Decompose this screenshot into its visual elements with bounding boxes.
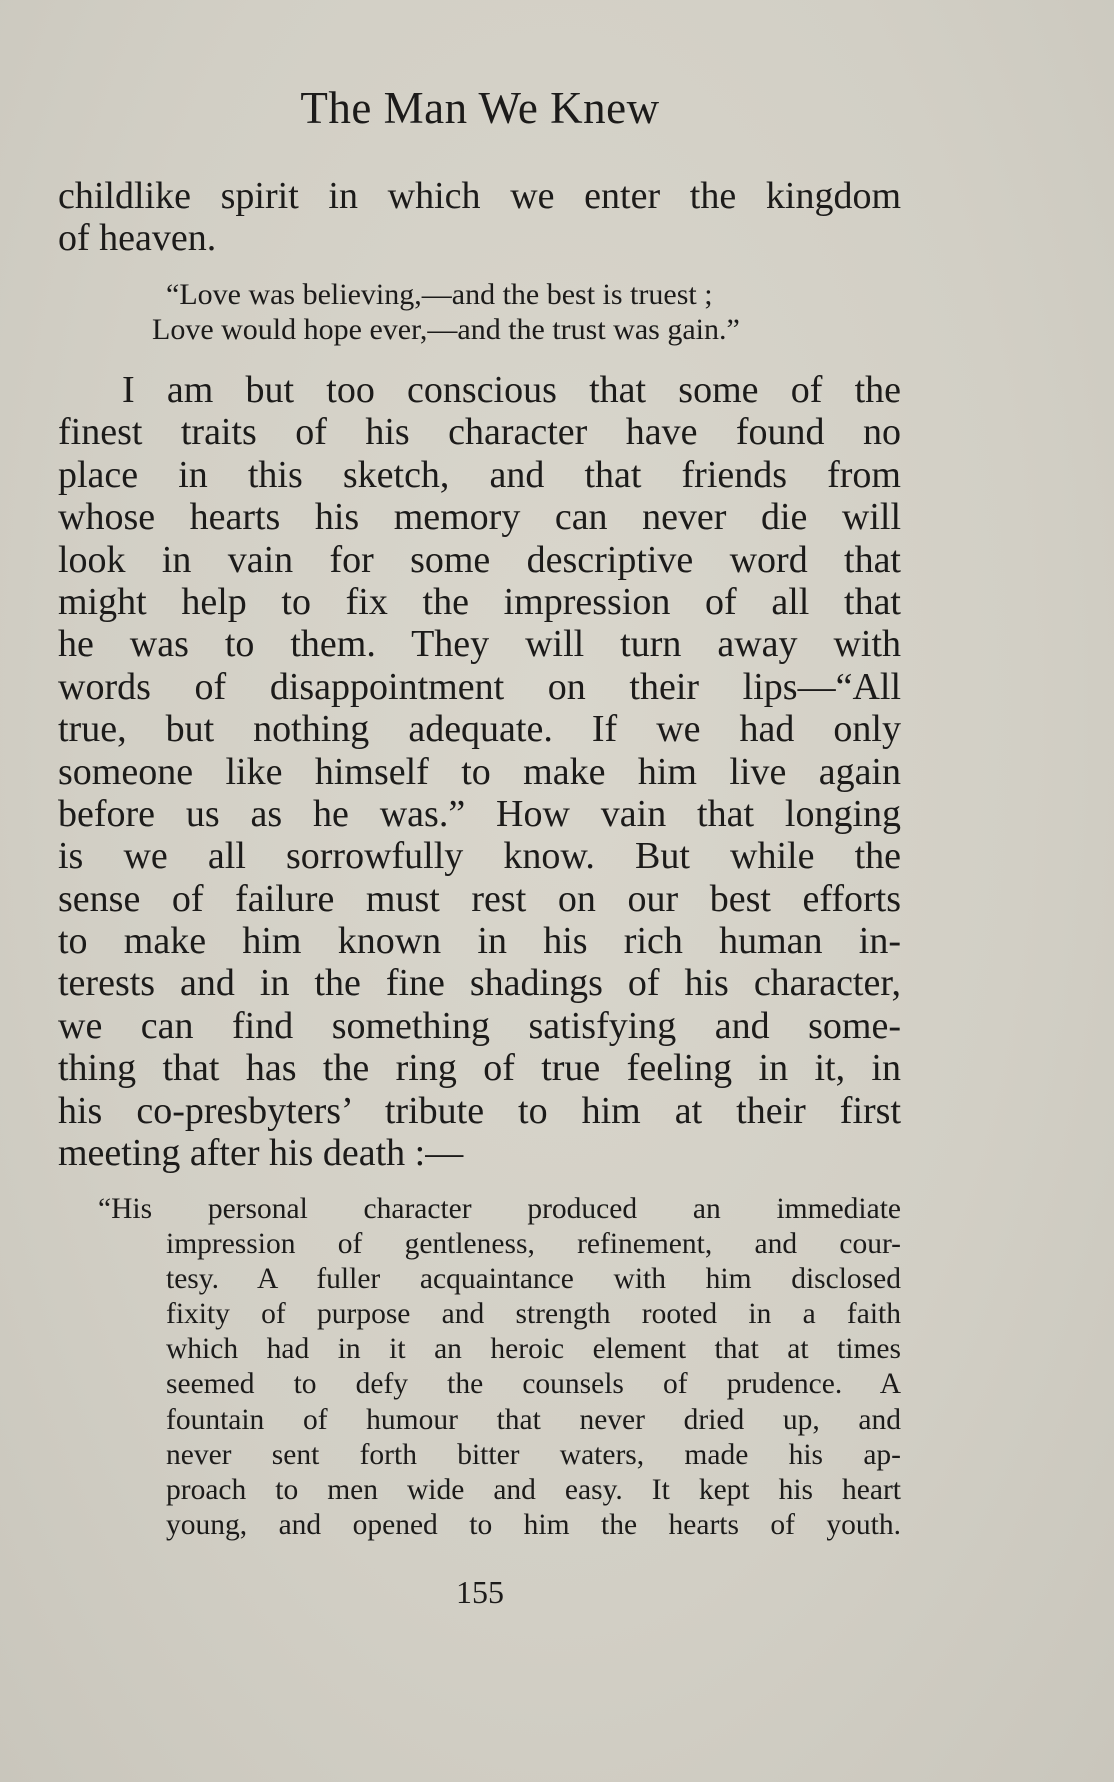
text-line: to make him known in his rich human in- [58,920,901,963]
text-line: whose hearts his memory can never die will [58,496,901,539]
page-number: 155 [456,1574,504,1610]
text-line: childlike spirit in which we enter the kingdom [58,175,901,217]
quote-line: tesy. A fuller acquaintance with him disclosed [166,1263,901,1296]
text-line: terests and in the fine shadings of his character, [58,962,901,1005]
quote-line: which had in it an heroic element that at times [166,1333,901,1366]
running-head: The Man We Knew [300,83,660,133]
opening-lines [58,175,901,260]
text-line: someone like himself to make him live again [58,750,901,793]
main-paragraph [58,369,901,1174]
text-line: place in this sketch, and that friends from [58,453,901,496]
quote-line: fountain of humour that never dried up, and [166,1403,901,1436]
text-line: I am but too conscious that some of the [122,369,901,411]
quote-line: “His personal character produced an immediate [98,1193,901,1225]
text-line: his co-presbyters’ tribute to him at their first [58,1089,901,1132]
text-line: sense of failure must rest on our best efforts [58,877,901,920]
block-quotation [98,1192,901,1543]
text-line: of heaven. [58,217,217,260]
quote-line: fixity of purpose and strength rooted in a faith [166,1298,901,1331]
verse-quotation [0,277,960,347]
quote-line: seemed to defy the counsels of prudence. A [166,1368,901,1401]
text-line: before us as he was.” How vain that longing [58,792,901,835]
verse-line: Love would hope ever,—and the trust was gain.” [152,313,740,346]
quote-line: young, and opened to him the hearts of youth. [166,1508,901,1541]
quote-line: never sent forth bitter waters, made his ap- [166,1438,901,1471]
text-line: we can find something satisfying and some- [58,1004,901,1047]
text-line: he was to them. They will turn away with [58,623,901,666]
text-line: true, but nothing adequate. If we had only [58,708,901,751]
quote-line: impression of gentleness, refinement, and cour- [166,1228,901,1261]
verse-line: “Love was believing,—and the best is truest ; [166,278,713,311]
text-line: look in vain for some descriptive word that [58,538,901,581]
text-line: thing that has the ring of true feeling in it, in [58,1047,901,1090]
text-line: might help to fix the impression of all that [58,580,901,623]
text-line: meeting after his death :— [58,1132,464,1175]
text-line: words of disappointment on their lips—“All [58,665,901,708]
text-line: is we all sorrowfully know. But while the [58,835,901,878]
text-line: finest traits of his character have found no [58,411,901,454]
quote-line: proach to men wide and easy. It kept his heart [166,1473,901,1506]
